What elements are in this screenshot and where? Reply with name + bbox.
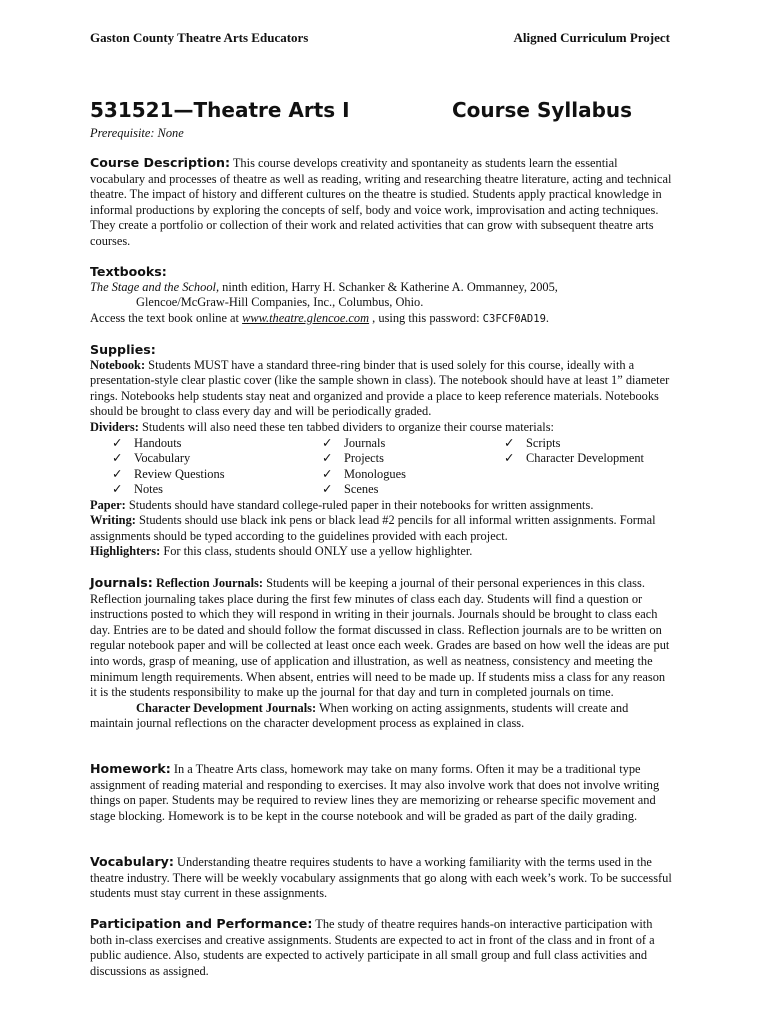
prerequisite: Prerequisite: None <box>90 126 184 140</box>
access-prefix: Access the text book online at <box>90 310 243 325</box>
dividers-column-2 <box>322 436 406 498</box>
highlighters-paragraph <box>90 544 674 560</box>
textbook-title: The Stage and the School, <box>90 279 220 294</box>
checkmark-icon: ✓ <box>112 466 123 481</box>
course-title: 531521—Theatre Arts I <box>90 98 350 122</box>
notebook-label: Notebook: <box>90 357 146 372</box>
textbook-url-link[interactable]: www.theatre.glencoe.com <box>242 310 370 325</box>
access-suffix: . <box>545 310 549 325</box>
divider-label: Review Questions <box>134 466 225 481</box>
journals-heading: Journals: <box>90 575 153 590</box>
character-journals-label: Character Development Journals: <box>136 700 317 715</box>
reflection-journals-text: Students will be keeping a journal of their personal experiences in this class. Reflection journaling takes place during the first few minutes of class each day. Students will find a question or instructions posted to which they will respond in writing in their journals. Journals should be brought to class each day. Entries are to be dated and should follow the format discussed in class. Reflection journals are to be written on regular notebook paper and will be collected at least once each week. Grades are based on how well the ideas are put into words, grasp of meaning, use of application and illustration, as well as neatness, consistency and meeting the minimum length requirements. When absent, entries will need to be made up. If students miss a class for any reason it is the students responsibility to make up the journal for that day and turn in completed journals on time. <box>90 576 670 700</box>
access-mid: , using this password: <box>369 310 483 325</box>
dividers-label: Dividers: <box>90 419 139 434</box>
header-organization: Gaston County Theatre Arts Educators <box>90 30 309 45</box>
participation-section <box>90 916 674 979</box>
divider-label: Handouts <box>134 435 182 450</box>
divider-label: Projects <box>344 451 384 466</box>
paper-text: Students should have standard college-ruled paper in their notebooks for written assignments. <box>125 497 594 512</box>
reflection-journals-paragraph <box>90 575 674 701</box>
divider-label: Scenes <box>344 482 379 497</box>
textbooks-section <box>90 264 674 327</box>
checkmark-icon: ✓ <box>112 435 123 450</box>
checkmark-icon: ✓ <box>504 435 515 450</box>
document-title: Course Syllabus <box>452 98 633 122</box>
writing-paragraph <box>90 513 674 544</box>
page-title <box>90 97 680 123</box>
vocabulary-section <box>90 854 674 902</box>
highlighters-label: Highlighters: <box>90 544 161 559</box>
list-item <box>112 467 225 483</box>
supplies-heading: Supplies: <box>90 342 156 357</box>
character-journals-paragraph <box>90 701 674 732</box>
divider-label: Monologues <box>344 466 406 481</box>
dividers-list <box>90 436 674 498</box>
highlighters-text: For this class, students should ONLY use a yellow highlighter. <box>160 544 473 559</box>
character-journals-text: When working on acting assignments, students will create and maintain journal reflections on the character development process as explained in class. <box>90 700 629 731</box>
vocabulary-text: Understanding theatre requires students to have a working familiarity with the terms used in the theatre industry. There will be weekly vocabulary assignments that go along with each week’s work. To be successful students must stay current in these assignments. <box>90 855 672 901</box>
textbook-password: C3FCF0AD19 <box>482 312 546 325</box>
checkmark-icon: ✓ <box>322 482 333 497</box>
homework-section <box>90 761 674 824</box>
journals-section <box>90 575 674 732</box>
divider-label: Character Development <box>526 451 645 466</box>
vocabulary-heading: Vocabulary: <box>90 854 174 869</box>
reflection-journals-label: Reflection Journals: <box>155 576 263 590</box>
textbook-info: ninth edition, Harry H. Schanker & Katherine A. Ommanney, 2005, <box>219 279 558 294</box>
course-description-section <box>90 155 674 250</box>
checkmark-icon: ✓ <box>322 466 333 481</box>
list-item <box>504 451 644 467</box>
notebook-paragraph <box>90 358 674 420</box>
course-description-heading: Course Description: <box>90 155 230 170</box>
checkmark-icon: ✓ <box>322 435 333 450</box>
course-description-text: This course develops creativity and spontaneity as students learn the essential vocabulary and processes of theatre as well as reading, writing and researching theatre literature, acting and technical theatre. The impact of history and different cultures on the theatre is studied. Students apply practical knowledge in informal productions by exploring the concepts of self, body and voice work, improvisation and acting techniques. They create a portfolio or collection of their work and related activities that can grow with subsequent theatre arts courses. <box>90 156 672 248</box>
list-item <box>112 436 225 452</box>
list-item <box>322 451 406 467</box>
textbook-entry <box>90 280 674 296</box>
list-item <box>504 436 644 452</box>
dividers-text: Students will also need these ten tabbed dividers to organize their course materials: <box>138 419 554 434</box>
writing-text: Students should use black ink pens or black lead #2 pencils for all informal written assignments. Formal assignments should be typed according to the guidelines provided with each project. <box>90 513 656 543</box>
divider-label: Vocabulary <box>134 451 191 466</box>
participation-heading: Participation and Performance: <box>90 916 313 931</box>
dividers-column-1 <box>112 436 225 498</box>
divider-label: Notes <box>134 482 163 497</box>
list-item <box>112 482 225 498</box>
paper-paragraph <box>90 498 674 514</box>
divider-label: Journals <box>344 435 386 450</box>
textbook-publisher: Glencoe/McGraw-Hill Companies, Inc., Columbus, Ohio. <box>136 295 424 310</box>
checkmark-icon: ✓ <box>504 451 515 466</box>
dividers-paragraph <box>90 420 674 436</box>
notebook-text: Students MUST have a standard three-ring binder that is used solely for this course, ideally with a presentation-style clear plastic cover (like the sample shown in class). The notebook should have at least 1” diameter rings. Notebooks help students stay neat and organized and provide a place to keep reference materials. Notebooks should be brought to class every day and will be periodically graded. <box>90 357 670 419</box>
divider-label: Scripts <box>526 435 561 450</box>
header-project: Aligned Curriculum Project <box>513 30 670 45</box>
list-item <box>112 451 225 467</box>
checkmark-icon: ✓ <box>112 451 123 466</box>
homework-text: In a Theatre Arts class, homework may take on many forms. Often it may be a traditional type assignment of reading material and responding to exercises. It may also involve work that does not involve writing things on paper. Students may be required to review lines they are memorizing or rehearse specific movement and stage blocking. Homework is to be kept in the course notebook and will be graded as part of the daily grading. <box>90 762 660 823</box>
paper-label: Paper: <box>90 497 126 512</box>
list-item <box>322 436 406 452</box>
dividers-column-3 <box>504 436 644 467</box>
list-item <box>322 467 406 483</box>
page-header <box>90 30 680 46</box>
participation-text: The study of theatre requires hands-on interactive participation with both in-class exercises and creative assignments. Students are expected to act in front of the class and in front of a public audience. Also, students are expected to actively participate in all small group and full class activities and discussions as assigned. <box>90 917 655 978</box>
textbooks-heading: Textbooks: <box>90 264 167 279</box>
supplies-section <box>90 342 674 560</box>
checkmark-icon: ✓ <box>322 451 333 466</box>
textbook-access <box>90 311 674 328</box>
homework-heading: Homework: <box>90 761 171 776</box>
checkmark-icon: ✓ <box>112 482 123 497</box>
list-item <box>322 482 406 498</box>
writing-label: Writing: <box>90 513 136 528</box>
